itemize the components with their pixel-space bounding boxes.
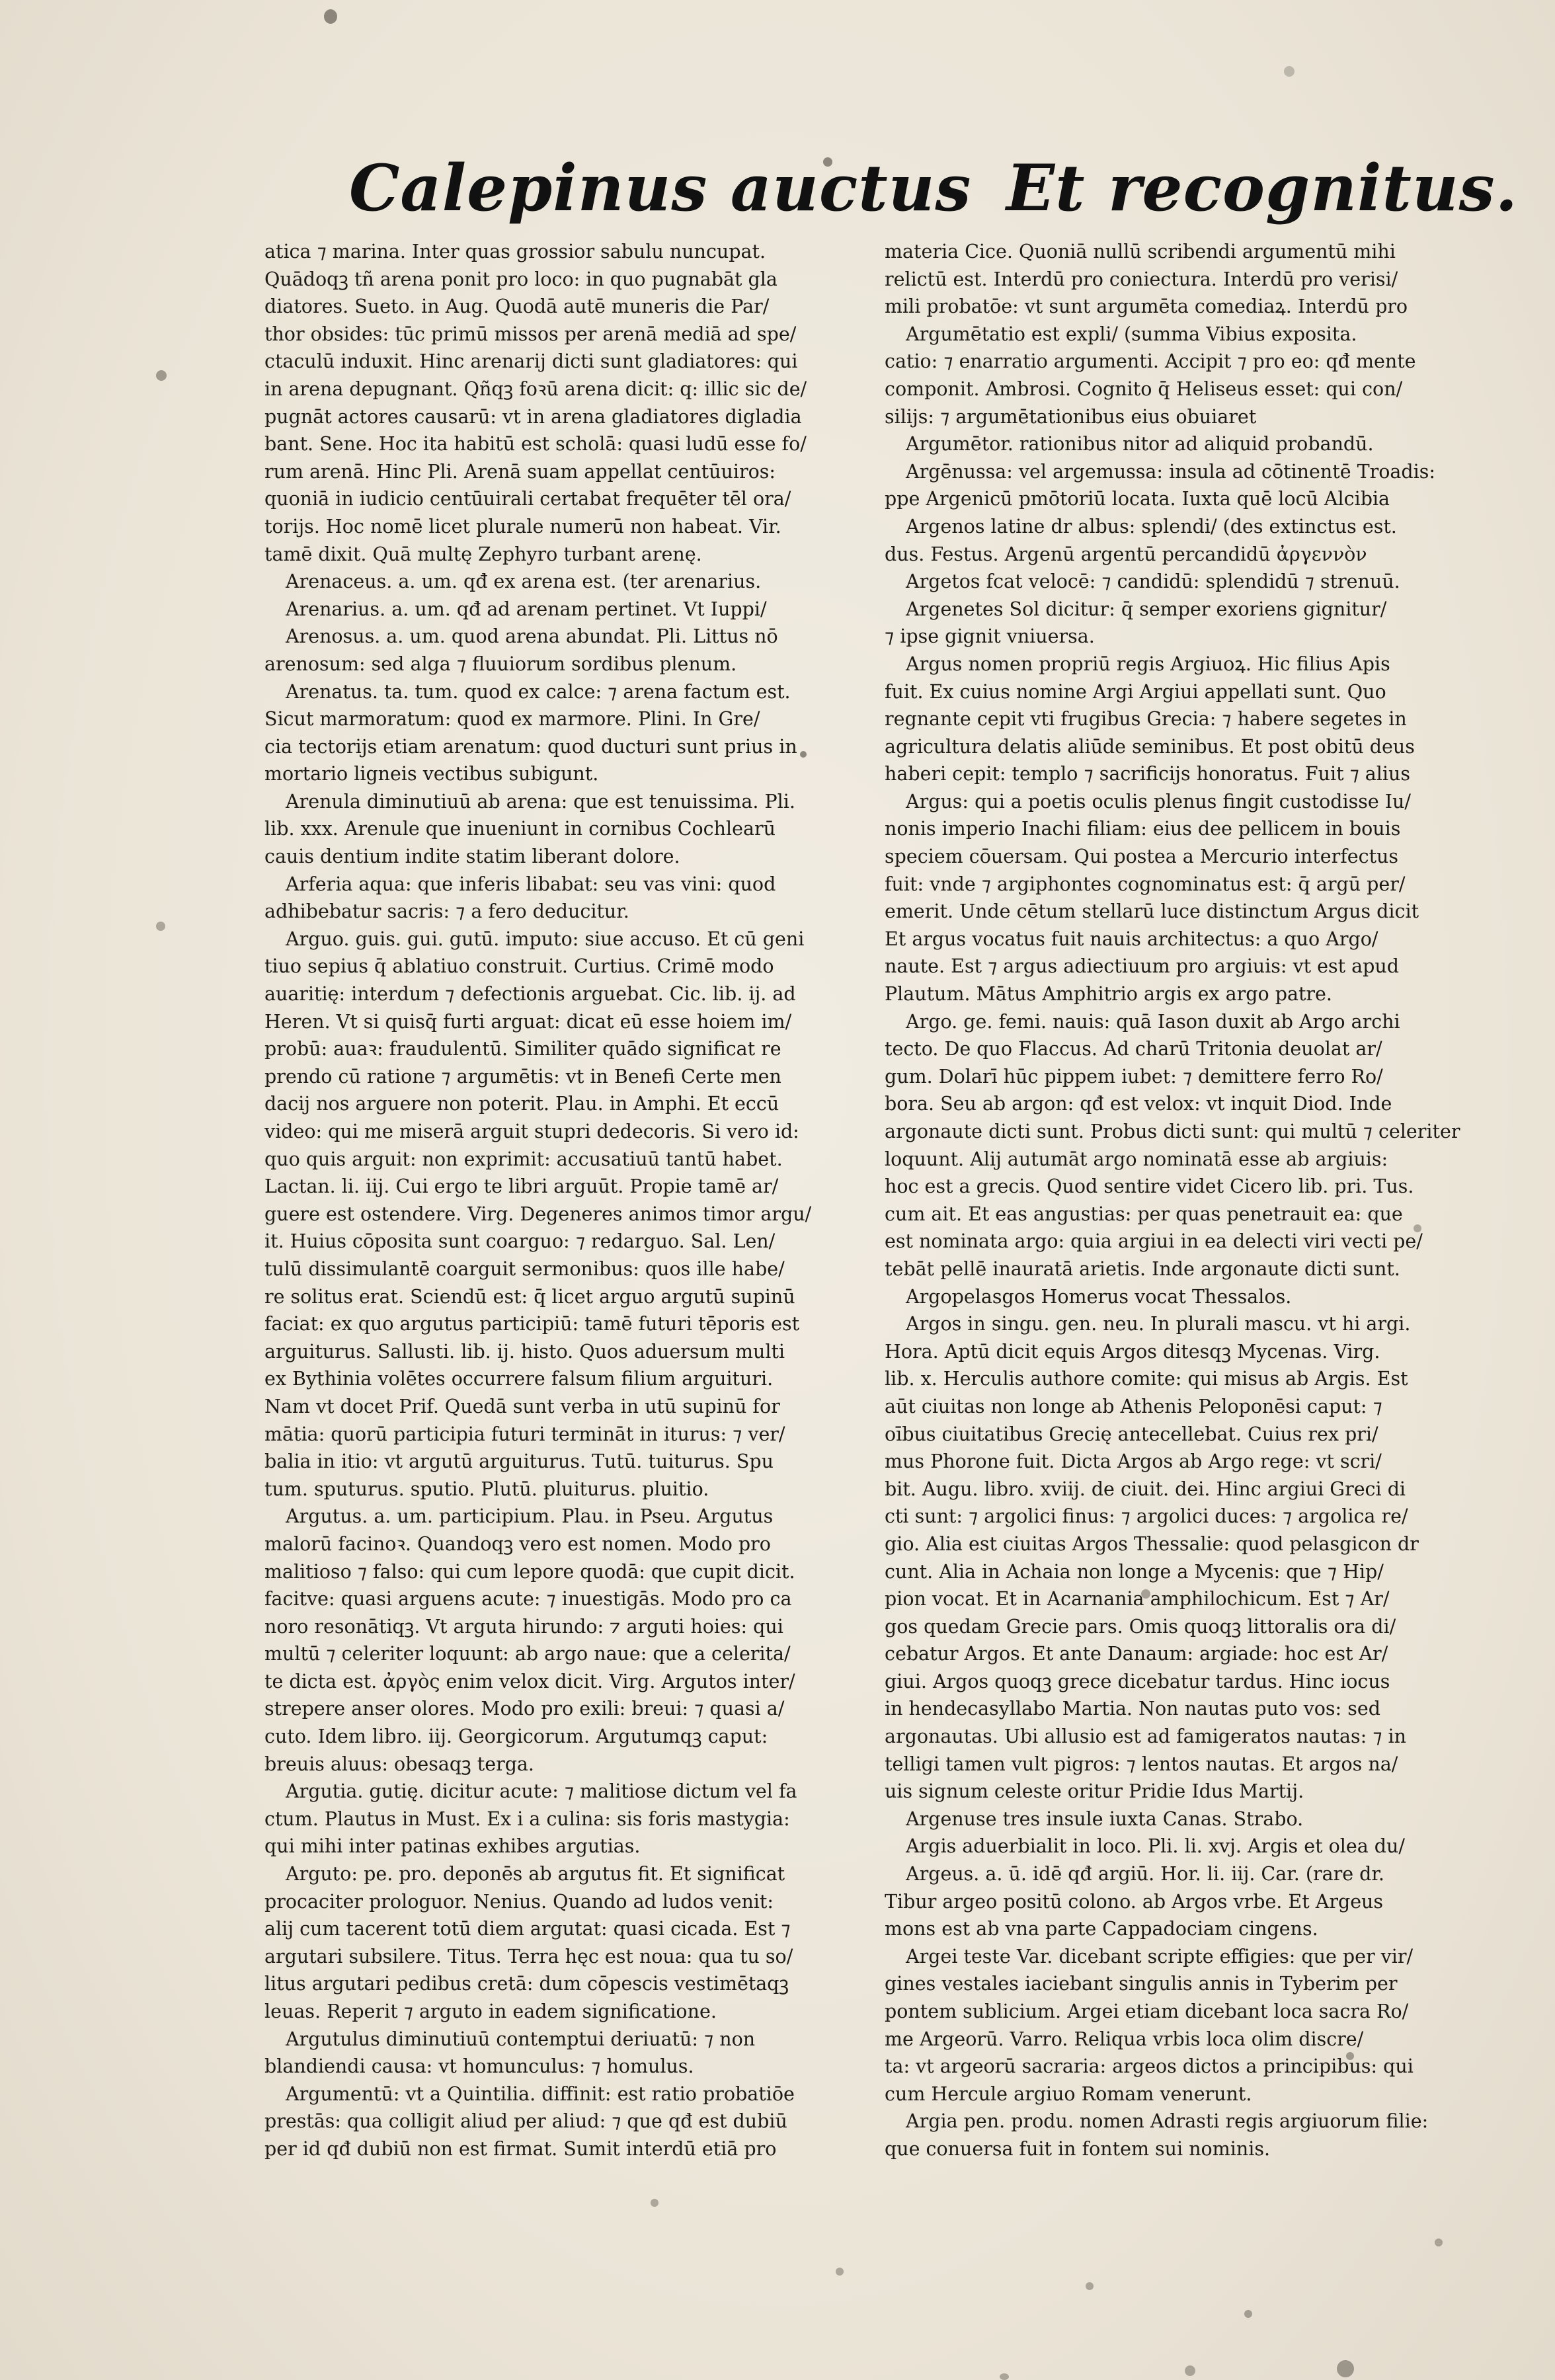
text-line: ctaculū induxit. Hinc arenarij dicti sunt gladiatores: qui xyxy=(264,350,798,373)
text-line: catio: ⁊ enarratio argumenti. Accipit ⁊ pro eo: qđ mente xyxy=(885,350,1416,373)
text-line: atica ⁊ marina. Inter quas grossior sabulu nuncupat. xyxy=(264,241,766,262)
text-line: fuit: vnde ⁊ argiphontes cognominatus est: q̄ argū per/ xyxy=(885,873,1406,895)
text-line: ⁊ ipse gignit vniuersa. xyxy=(885,625,1095,648)
text-line: que conuersa fuit in fontem sui nominis. xyxy=(885,2137,1271,2160)
text-line: Argeus. a. ū. idē qđ argiū. Hor. li. iij. Car. (rare dr. xyxy=(906,1863,1384,1885)
text-line: re solitus erat. Sciendū est: q̄ licet arguo argutū supinū xyxy=(264,1285,795,1308)
text-line: prestās: qua colligit aliud per aliud: ⁊ que qđ est dubiū xyxy=(264,2110,787,2133)
text-line: Argei teste Var. dicebant scripte effigies: que per vir/ xyxy=(906,1945,1414,1967)
text-line: giui. Argos quoqꝫ grece dicebatur tardus. Hinc iocus xyxy=(885,1670,1390,1692)
text-line: argutari subsilere. Titus. Terra hęc est noua: qua tu so/ xyxy=(264,1945,793,1967)
text-column-right xyxy=(885,238,1480,2163)
text-line: Arguto: pe. pro. deponēs ab argutus fit. Et significat xyxy=(286,1863,785,1885)
text-line: lib. xxx. Arenule que inueniunt in cornibus Cochlearū xyxy=(264,818,776,840)
text-line: ta: vt argeorū sacraria: argeos dictos a principibus: qui xyxy=(885,2055,1414,2078)
text-line: oībus ciuitatibus Grecię antecellebat. Cuius rex pri/ xyxy=(885,1423,1378,1445)
text-line: emerit. Unde cētum stellarū luce distinctum Argus dicit xyxy=(885,900,1419,923)
text-line: diatores. Sueto. in Aug. Quodā autē muneris die Par/ xyxy=(264,296,770,318)
text-line: Lactan. li. iij. Cui ergo te libri arguūt. Propie tamē ar/ xyxy=(264,1175,779,1198)
text-line: tulū dissimulantē coarguit sermonibus: quos ille habe/ xyxy=(264,1257,785,1280)
text-line: balia in itio: vt argutū arguiturus. Tutū. tuiturus. Spu xyxy=(264,1450,774,1473)
ink-spot xyxy=(1337,2360,1354,2377)
text-line: speciem cōuersam. Qui postea a Mercurio interfectus xyxy=(885,846,1399,868)
text-line: te dicta est. ἀργὸς enim velox dicit. Virg. Argutos inter/ xyxy=(264,1670,795,1692)
text-line: cia tectorijs etiam arenatum: quod ducturi sunt prius in xyxy=(264,735,797,758)
text-column-left xyxy=(264,238,859,2163)
text-line: breuis aluus: obesaqꝫ terga. xyxy=(264,1753,534,1775)
text-line: Argetos fcat velocē: ⁊ candidū: splendidū ⁊ strenuū. xyxy=(906,571,1400,593)
text-line: gines vestales iaciebant singulis annis in Tyberim per xyxy=(885,1973,1398,1995)
text-line: gio. Alia est ciuitas Argos Thessalie: quod pelasgicon dr xyxy=(885,1532,1419,1555)
text-line: Quādoqꝫ tñ arena ponit pro loco: in quo pugnabāt gla xyxy=(264,268,778,290)
text-line: cum ait. Et eas angustias: per quas penetrauit ea: que xyxy=(885,1203,1403,1225)
text-line: probū: auaꝛ: fraudulentū. Similiter quādo significat re xyxy=(264,1038,781,1060)
text-line: Argus nomen propriū regis Argiuoꝝ. Hic filius Apis xyxy=(906,653,1390,675)
text-line: tamē dixit. Quā multę Zephyro turbant arenę. xyxy=(264,543,702,565)
text-line: ex Bythinia volētes occurrere falsum filium arguituri. xyxy=(264,1368,774,1390)
text-line: Arenosus. a. um. quod arena abundat. Pli. Littus nō xyxy=(286,625,778,648)
text-line: nonis imperio Inachi filiam: eius dee pellicem in bouis xyxy=(885,818,1401,840)
text-line: Nam vt docet Prif. Quedā sunt verba in utū supinū for xyxy=(264,1395,780,1417)
text-line: alij cum tacerent totū diem argutat: quasi cicada. Est ⁊ xyxy=(264,1918,791,1940)
text-line: Plautum. Mātus Amphitrio argis ex argo patre. xyxy=(885,983,1332,1006)
text-line: Argutulus diminutiuū contemptui deriuatū: ⁊ non xyxy=(286,2028,756,2050)
text-line: mili probatōe: vt sunt argumēta comediaꝝ. Interdū pro xyxy=(885,296,1408,318)
text-line: Arenarius. a. um. qđ ad arenam pertinet. Vt Iuppi/ xyxy=(286,598,767,620)
text-line: guere est ostendere. Virg. Degeneres animos timor argu/ xyxy=(264,1203,812,1225)
text-line: video: qui me miserā arguit stupri dedecoris. Si vero id: xyxy=(264,1121,799,1142)
text-line: Argutus. a. um. participium. Plau. in Pseu. Argutus xyxy=(286,1505,774,1528)
header-left: Calepinus auctus xyxy=(349,151,972,225)
text-line: faciat: ex quo argutus participiū: tamē futuri tēporis est xyxy=(264,1313,800,1335)
text-line: bit. Augu. libro. xviij. de ciuit. dei. Hinc argiui Greci di xyxy=(885,1478,1406,1500)
text-line: Heren. Vt si quisq̄ furti arguat: dicat eū esse hoiem im/ xyxy=(264,1010,792,1033)
text-line: multū ⁊ celeriter loquunt: ab argo naue: que a celerita/ xyxy=(264,1643,791,1665)
text-line: materia Cice. Quoniā nullū scribendi argumentū mihi xyxy=(885,241,1396,262)
text-line: strepere anser olores. Modo pro exili: breui: ⁊ quasi a/ xyxy=(264,1698,785,1720)
text-line: Argopelasgos Homerus vocat Thessalos. xyxy=(906,1285,1292,1308)
text-line: pugnāt actores causarū: vt in arena gladiatores digladia xyxy=(264,405,802,428)
text-line: aūt ciuitas non longe ab Athenis Peloponēsi caput: ⁊ xyxy=(885,1395,1382,1417)
text-line: loquunt. Alij autumāt argo nominatā esse ab argiuis: xyxy=(885,1148,1388,1170)
text-line: adhibebatur sacris: ⁊ a fero deducitur. xyxy=(264,900,629,923)
text-line: ctum. Plautus in Must. Ex i a culina: sis foris mastygia: xyxy=(264,1807,790,1830)
text-line: Et argus vocatus fuit nauis architectus: a quo Argo/ xyxy=(885,928,1378,950)
text-line: haberi cepit: templo ⁊ sacrificijs honoratus. Fuit ⁊ alius xyxy=(885,763,1411,785)
text-line: Arenula diminutiuū ab arena: que est tenuissima. Pli. xyxy=(286,790,795,813)
text-line: fuit. Ex cuius nomine Argi Argiui appellati sunt. Quo xyxy=(885,680,1386,703)
text-line: leuas. Reperit ⁊ arguto in eadem significatione. xyxy=(264,2001,717,2022)
text-line: bora. Seu ab argon: qđ est velox: vt inquit Diod. Inde xyxy=(885,1093,1392,1115)
text-line: tum. sputurus. sputio. Plutū. pluiturus. pluitio. xyxy=(264,1478,709,1500)
ink-spot xyxy=(1435,2239,1443,2246)
text-line: quoniā in iudicio centūuirali certabat frequēter tēl ora/ xyxy=(264,488,791,510)
text-line: per id qđ dubiū non est firmat. Sumit interdū etiā pro xyxy=(264,2137,777,2160)
ink-spot xyxy=(1284,66,1295,77)
text-line: Argis aduerbialit in loco. Pli. li. xvj. Argis et olea du/ xyxy=(906,1835,1405,1858)
text-line: Argenuse tres insule iuxta Canas. Strabo. xyxy=(906,1807,1304,1830)
text-line: pion vocat. Et in Acarnania amphilochicum. Est ⁊ Ar/ xyxy=(885,1588,1390,1610)
ink-spot xyxy=(651,2199,658,2207)
text-line: facitve: quasi arguens acute: ⁊ inuestigās. Modo pro ca xyxy=(264,1588,792,1610)
ink-spot xyxy=(324,9,337,24)
text-line: gum. Dolarī hūc pippem iubet: ⁊ demittere ferro Ro/ xyxy=(885,1065,1383,1088)
text-line: Argus: qui a poetis oculis plenus fingit custodisse Iu/ xyxy=(906,790,1411,813)
text-line: Arferia aqua: que inferis libabat: seu vas vini: quod xyxy=(286,873,776,895)
text-line: mortario ligneis vectibus subigunt. xyxy=(264,763,599,785)
text-line: dus. Festus. Argenū argentū percandidū ἀργεννὸν xyxy=(885,543,1367,565)
text-line: Argo. ge. femi. nauis: quā Iason duxit ab Argo archi xyxy=(906,1010,1400,1033)
text-line: in arena depugnant. Qñqꝫ foꝛū arena dicit: q: illic sic de/ xyxy=(264,377,807,400)
text-line: mātia: quorū participia futuri termināt in iturus: ⁊ ver/ xyxy=(264,1423,785,1445)
text-line: litus argutari pedibus cretā: dum cōpescis vestimētaqꝫ xyxy=(264,1973,789,1995)
text-line: qui mihi inter patinas exhibes argutias. xyxy=(264,1835,641,1858)
text-line: torijs. Hoc nomē licet plurale numerū non habeat. Vir. xyxy=(264,515,781,537)
text-line: noro resonātiqꝫ. Vt arguta hirundo: ⁊ arguti hoies: qui xyxy=(264,1615,783,1638)
text-line: Argumētor. rationibus nitor ad aliquid probandū. xyxy=(906,433,1374,456)
text-line: argonautas. Ubi allusio est ad famigeratos nautas: ⁊ in xyxy=(885,1726,1407,1748)
text-line: telligi tamen vult pigros: ⁊ lentos nautas. Et argos na/ xyxy=(885,1753,1398,1775)
text-line: auaritię: interdum ⁊ defectionis arguebat. Cic. lib. ij. ad xyxy=(264,983,796,1006)
text-line: lib. x. Herculis authore comite: qui misus ab Argis. Est xyxy=(885,1368,1408,1390)
text-line: tecto. De quo Flaccus. Ad charū Tritonia deuolat ar/ xyxy=(885,1038,1382,1060)
text-line: ppe Argenicū pmōtoriū locata. Iuxta quē locū Alcibia xyxy=(885,488,1390,510)
text-line: mons est ab vna parte Cappadociam cingens. xyxy=(885,1918,1318,1940)
text-line: Hora. Aptū dicit equis Argos ditesqꝫ Mycenas. Virg. xyxy=(885,1340,1380,1363)
text-line: cauis dentium indite statim liberant dolore. xyxy=(264,846,680,868)
text-line: componit. Ambrosi. Cognito q̄ Heliseus esset: qui con/ xyxy=(885,377,1403,400)
text-line: arenosum: sed alga ⁊ fluuiorum sordibus plenum. xyxy=(264,653,737,675)
text-line: tebāt pellē inauratā arietis. Inde argonaute dicti sunt. xyxy=(885,1257,1400,1280)
text-line: cunt. Alia in Achaia non longe a Mycenis: que ⁊ Hip/ xyxy=(885,1560,1384,1583)
text-line: agricultura delatis aliūde seminibus. Et post obitū deus xyxy=(885,735,1415,758)
text-line: me Argeorū. Varro. Reliqua vrbis loca olim discre/ xyxy=(885,2028,1364,2050)
text-line: Tibur argeo positū colono. ab Argos vrbe. Et Argeus xyxy=(885,1890,1384,1913)
text-line: Argumentū: vt a Quintilia. diffinit: est ratio probatiōe xyxy=(286,2082,795,2105)
ink-spot xyxy=(1000,2373,1009,2380)
header-right: Et recognitus. xyxy=(1006,151,1519,225)
text-line: arguiturus. Sallusti. lib. ij. histo. Quos aduersum multi xyxy=(264,1340,785,1363)
text-line: gos quedam Grecie pars. Omis quoqꝫ littoralis ora di/ xyxy=(885,1615,1396,1638)
text-line: procaciter prologuor. Nenius. Quando ad ludos venit: xyxy=(264,1890,774,1913)
text-line: argonaute dicti sunt. Probus dicti sunt: qui multū ⁊ celeriter xyxy=(885,1121,1460,1142)
text-line: Arguo. guis. gui. gutū. imputo: siue accuso. Et cū geni xyxy=(286,928,805,950)
text-line: bant. Sene. Hoc ita habitū est scholā: quasi ludū esse fo/ xyxy=(264,433,807,456)
text-line: rum arenā. Hinc Pli. Arenā suam appellat centūuiros: xyxy=(264,460,776,483)
ink-spot xyxy=(156,922,165,931)
ink-spot xyxy=(1086,2282,1094,2290)
text-line: Argēnussa: vel argemussa: insula ad cōtinentē Troadis: xyxy=(906,460,1436,483)
text-line: blandiendi causa: vt homunculus: ⁊ homulus. xyxy=(264,2055,694,2078)
text-line: in hendecasyllabo Martia. Non nautas puto vos: sed xyxy=(885,1698,1380,1720)
text-line: cti sunt: ⁊ argolici finus: ⁊ argolici duces: ⁊ argolica re/ xyxy=(885,1505,1408,1528)
text-line: cum Hercule argiuo Romam venerunt. xyxy=(885,2082,1252,2105)
text-line: dacij nos arguere non poterit. Plau. in Amphi. Et eccū xyxy=(264,1093,779,1115)
ink-spot xyxy=(1244,2310,1252,2318)
text-line: Argia pen. produ. nomen Adrasti regis argiuorum filie: xyxy=(906,2110,1429,2133)
text-line: naute. Est ⁊ argus adiectiuum pro argiuis: vt est apud xyxy=(885,955,1400,978)
text-line: relictū est. Interdū pro coniectura. Interdū pro verisi/ xyxy=(885,268,1398,290)
text-line: thor obsides: tūc primū missos per arenā mediā ad spe/ xyxy=(264,323,797,345)
ink-spot xyxy=(156,370,167,381)
text-line: Sicut marmoratum: quod ex marmore. Plini. In Gre/ xyxy=(264,708,760,731)
ink-spot xyxy=(1185,2365,1195,2376)
text-line: Argenos latine dr albus: splendi/ (des extinctus est. xyxy=(906,515,1397,537)
text-line: tiuo sepius q̄ ablatiuo construit. Curtius. Crimē modo xyxy=(264,955,774,978)
text-line: Argumētatio est expli/ (summa Vibius exposita. xyxy=(906,323,1357,345)
text-line: prendo cū ratione ⁊ argumētis: vt in Benefi Certe men xyxy=(264,1065,781,1088)
text-line: cuto. Idem libro. iij. Georgicorum. Argutumqꝫ caput: xyxy=(264,1726,768,1748)
text-line: quo quis arguit: non exprimit: accusatiuū tantū habet. xyxy=(264,1148,783,1170)
text-line: Argos in singu. gen. neu. In plurali mascu. vt hi argi. xyxy=(906,1313,1411,1335)
text-line: est nominata argo: quia argiui in ea delecti viri vecti pe/ xyxy=(885,1230,1423,1253)
text-line: uis signum celeste oritur Pridie Idus Martij. xyxy=(885,1780,1304,1803)
text-line: Argutia. gutię. dicitur acute: ⁊ malitiose dictum vel fa xyxy=(286,1780,797,1803)
text-line: cebatur Argos. Et ante Danaum: argiade: hoc est Ar/ xyxy=(885,1643,1388,1665)
text-line: malitioso ⁊ falso: qui cum lepore quodā: que cupit dicit. xyxy=(264,1560,795,1583)
text-line: regnante cepit vti frugibus Grecia: ⁊ habere segetes in xyxy=(885,708,1407,731)
text-line: Argenetes Sol dicitur: q̄ semper exoriens gignitur/ xyxy=(906,598,1387,620)
text-line: malorū facinoꝛ. Quandoqꝫ vero est nomen. Modo pro xyxy=(264,1532,771,1555)
text-line: Arenaceus. a. um. qđ ex arena est. (ter arenarius. xyxy=(286,571,762,593)
text-line: hoc est a grecis. Quod sentire videt Cicero lib. pri. Tus. xyxy=(885,1175,1414,1198)
page-header xyxy=(0,151,1555,230)
text-line: silijs: ⁊ argumētationibus eius obuiaret xyxy=(885,405,1257,428)
text-line: mus Phorone fuit. Dicta Argos ab Argo rege: vt scri/ xyxy=(885,1450,1382,1473)
text-line: it. Huius cōposita sunt coarguo: ⁊ redarguo. Sal. Len/ xyxy=(264,1230,776,1253)
ink-spot xyxy=(836,2268,844,2276)
text-line: pontem sublicium. Argei etiam dicebant loca sacra Ro/ xyxy=(885,2001,1409,2022)
text-line: Arenatus. ta. tum. quod ex calce: ⁊ arena factum est. xyxy=(286,680,791,703)
